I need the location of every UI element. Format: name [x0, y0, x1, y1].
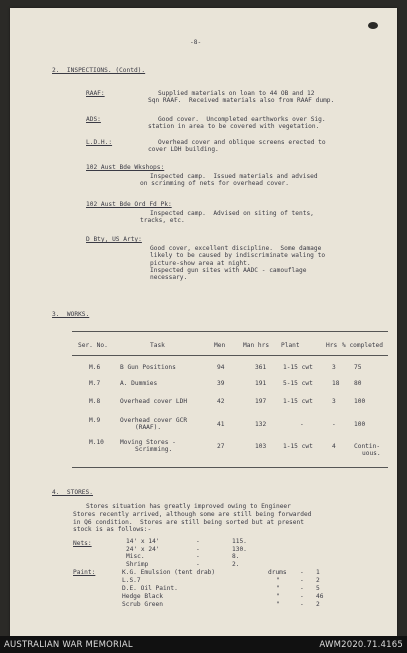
paint-item: Scrub Green — [122, 601, 163, 608]
paint-quantity: 5 — [316, 585, 320, 592]
table-cell-ser-no: M.6 — [89, 364, 101, 371]
table-cell-plant: 1-15 cwt — [283, 364, 313, 371]
nets-quantity: 115. — [232, 538, 247, 545]
section-heading-works: 3. WORKS. — [52, 311, 90, 318]
paint-item: Hedge Black — [122, 593, 163, 600]
table-cell-percent-completed: uous. — [362, 450, 381, 458]
inspection-label: 102 Aust Bde Wkshops: — [86, 164, 165, 171]
table-cell-man-hrs: 361 — [255, 364, 267, 371]
table-cell-task: B Gun Positions — [120, 364, 176, 371]
inspection-text-line: station in area to be covered with vegetation. — [148, 123, 320, 131]
footer-institution: AUSTRALIAN WAR MEMORIAL — [4, 640, 133, 650]
section-heading-inspections: 2. INSPECTIONS. (Contd). — [52, 67, 146, 74]
table-column-header: Task — [150, 342, 165, 349]
table-cell-man-hrs: 103 — [255, 443, 267, 450]
paint-unit: " — [276, 577, 280, 584]
table-column-header: Men — [214, 342, 226, 349]
punch-hole — [368, 22, 378, 29]
paint-dash: - — [300, 569, 304, 576]
table-cell-plant: 5-15 cwt — [283, 380, 313, 387]
inspection-text-line: likely to be caused by indiscriminate waling to — [150, 252, 326, 260]
paint-dash: - — [300, 593, 304, 600]
table-cell-men: 41 — [217, 421, 225, 428]
stores-paragraph-line: Stores situation has greatly improved owing to Engineer — [86, 503, 291, 510]
inspection-text-line: necessary. — [150, 274, 188, 282]
paint-unit: drums — [268, 569, 287, 576]
table-column-header: Plant — [281, 342, 300, 349]
table-cell-task: Scrimming. — [135, 446, 173, 454]
table-cell-percent-completed: 80 — [354, 380, 362, 387]
table-cell-men: 39 — [217, 380, 225, 387]
table-cell-percent-completed: 100 — [354, 398, 366, 405]
inspection-label: D Bty, US Arty: — [86, 236, 142, 243]
paint-label: Paint: — [73, 569, 96, 576]
paint-unit: " — [276, 601, 280, 608]
paint-dash: - — [300, 585, 304, 592]
table-cell-plant: 1-15 cwt — [283, 398, 313, 405]
archive-footer — [0, 636, 407, 653]
paint-dash: - — [300, 577, 304, 584]
table-cell-percent-completed: Contin- — [354, 443, 381, 450]
inspection-text-line: Inspected gun sites with AADC - camouflage — [150, 266, 307, 274]
table-cell-hrs: 3 — [332, 398, 336, 405]
table-cell-plant: - — [300, 421, 304, 428]
paint-unit: " — [276, 585, 280, 592]
table-cell-men: 42 — [217, 398, 225, 405]
footer-accession-number: AWM2020.71.4165 — [319, 640, 403, 650]
nets-item: Misc. — [126, 553, 145, 561]
nets-dash: - — [196, 553, 200, 561]
table-column-header: Ser. No. — [78, 342, 108, 349]
table-cell-hrs: 3 — [332, 364, 336, 371]
table-cell-plant: 1-15 cwt — [283, 443, 313, 450]
table-cell-men: 27 — [217, 443, 225, 450]
table-column-header: Hrs — [326, 342, 338, 349]
inspection-label: 102 Aust Bde Ord Fd Pk: — [86, 201, 172, 208]
nets-item: 24' x 24' — [126, 545, 160, 553]
nets-quantity: 130. — [232, 545, 247, 553]
inspection-text-line: Sqn RAAF. Received materials also from RAAF dump. — [148, 97, 335, 105]
paint-quantity: 2 — [316, 601, 320, 608]
table-column-header: Man hrs — [243, 342, 270, 349]
stores-paragraph-line: stock is as follows:- — [73, 526, 152, 534]
inspection-text-line: Good cover, excellent discipline. Some damage — [150, 245, 322, 252]
inspection-label: RAAF: — [86, 90, 105, 97]
inspection-text-line: Good cover. Uncompleted earthworks over Sig. — [158, 116, 326, 123]
table-cell-men: 94 — [217, 364, 225, 371]
paint-item: L.S.7 — [122, 577, 141, 584]
table-column-header: % completed — [342, 342, 383, 349]
table-cell-ser-no: M.7 — [89, 380, 101, 387]
nets-item: Shrimp — [126, 560, 149, 568]
nets-quantity: 8. — [232, 553, 240, 561]
inspection-text-line: cover LDH building. — [148, 146, 219, 154]
table-cell-hrs: 18 — [332, 380, 340, 387]
table-cell-task: A. Dummies — [120, 380, 158, 387]
inspection-text-line: Inspected camp. Advised on siting of tents, — [150, 210, 314, 217]
section-heading-stores: 4. STORES. — [52, 489, 93, 496]
table-cell-man-hrs: 132 — [255, 421, 267, 428]
table-header-rule — [72, 355, 388, 356]
table-cell-task: Overhead cover LDH — [120, 398, 188, 405]
page-number: -8- — [190, 39, 202, 46]
inspection-text-line: on scrimming of nets for overhead cover. — [140, 180, 290, 188]
paint-dash: - — [300, 601, 304, 608]
table-cell-man-hrs: 197 — [255, 398, 267, 405]
nets-label: Nets: — [73, 540, 92, 547]
nets-quantity: 2. — [232, 560, 240, 568]
paint-item: D.E. Oil Paint. — [122, 585, 178, 592]
table-bottom-rule — [72, 467, 388, 468]
nets-dash: - — [196, 560, 200, 568]
nets-dash: - — [196, 545, 200, 553]
inspection-label: ADS: — [86, 116, 101, 123]
inspection-text-line: tracks, etc. — [140, 217, 185, 225]
inspection-text-line: picture-show area at night. — [150, 259, 251, 267]
table-cell-man-hrs: 191 — [255, 380, 267, 387]
nets-dash: - — [196, 538, 200, 545]
table-cell-ser-no: M.8 — [89, 398, 101, 405]
stores-paragraph-line: in Q6 condition. Stores are still being sorted but at present — [73, 518, 304, 526]
table-cell-ser-no: M.10 — [89, 439, 104, 446]
table-cell-percent-completed: 100 — [354, 421, 366, 428]
paint-unit: " — [276, 593, 280, 600]
stores-paragraph-line: Stores recently arrived, although some are still being forwarded — [73, 510, 312, 518]
paint-quantity: 2 — [316, 577, 320, 584]
inspection-label: L.D.H.: — [86, 139, 113, 146]
table-cell-hrs: 4 — [332, 443, 336, 450]
inspection-text-line: Overhead cover and oblique screens erected to — [158, 139, 326, 146]
document-page — [10, 8, 397, 636]
table-cell-task: Moving Stores - — [120, 439, 176, 446]
inspection-text-line: Supplied materials on loan to 44 OB and 12 — [158, 90, 315, 97]
table-cell-percent-completed: 75 — [354, 364, 362, 371]
table-top-rule — [72, 331, 388, 332]
nets-item: 14' x 14' — [126, 538, 160, 545]
paint-quantity: 1 — [316, 569, 320, 576]
inspection-text-line: Inspected camp. Issued materials and advised — [150, 173, 318, 180]
paint-quantity: 46 — [316, 593, 324, 600]
table-cell-ser-no: M.9 — [89, 417, 101, 424]
table-cell-task: Overhead cover GCR — [120, 417, 188, 424]
table-cell-task: (RAAF). — [135, 424, 162, 432]
table-cell-hrs: - — [332, 421, 336, 428]
paint-item: K.G. Emulsion (tent drab) — [122, 569, 216, 576]
